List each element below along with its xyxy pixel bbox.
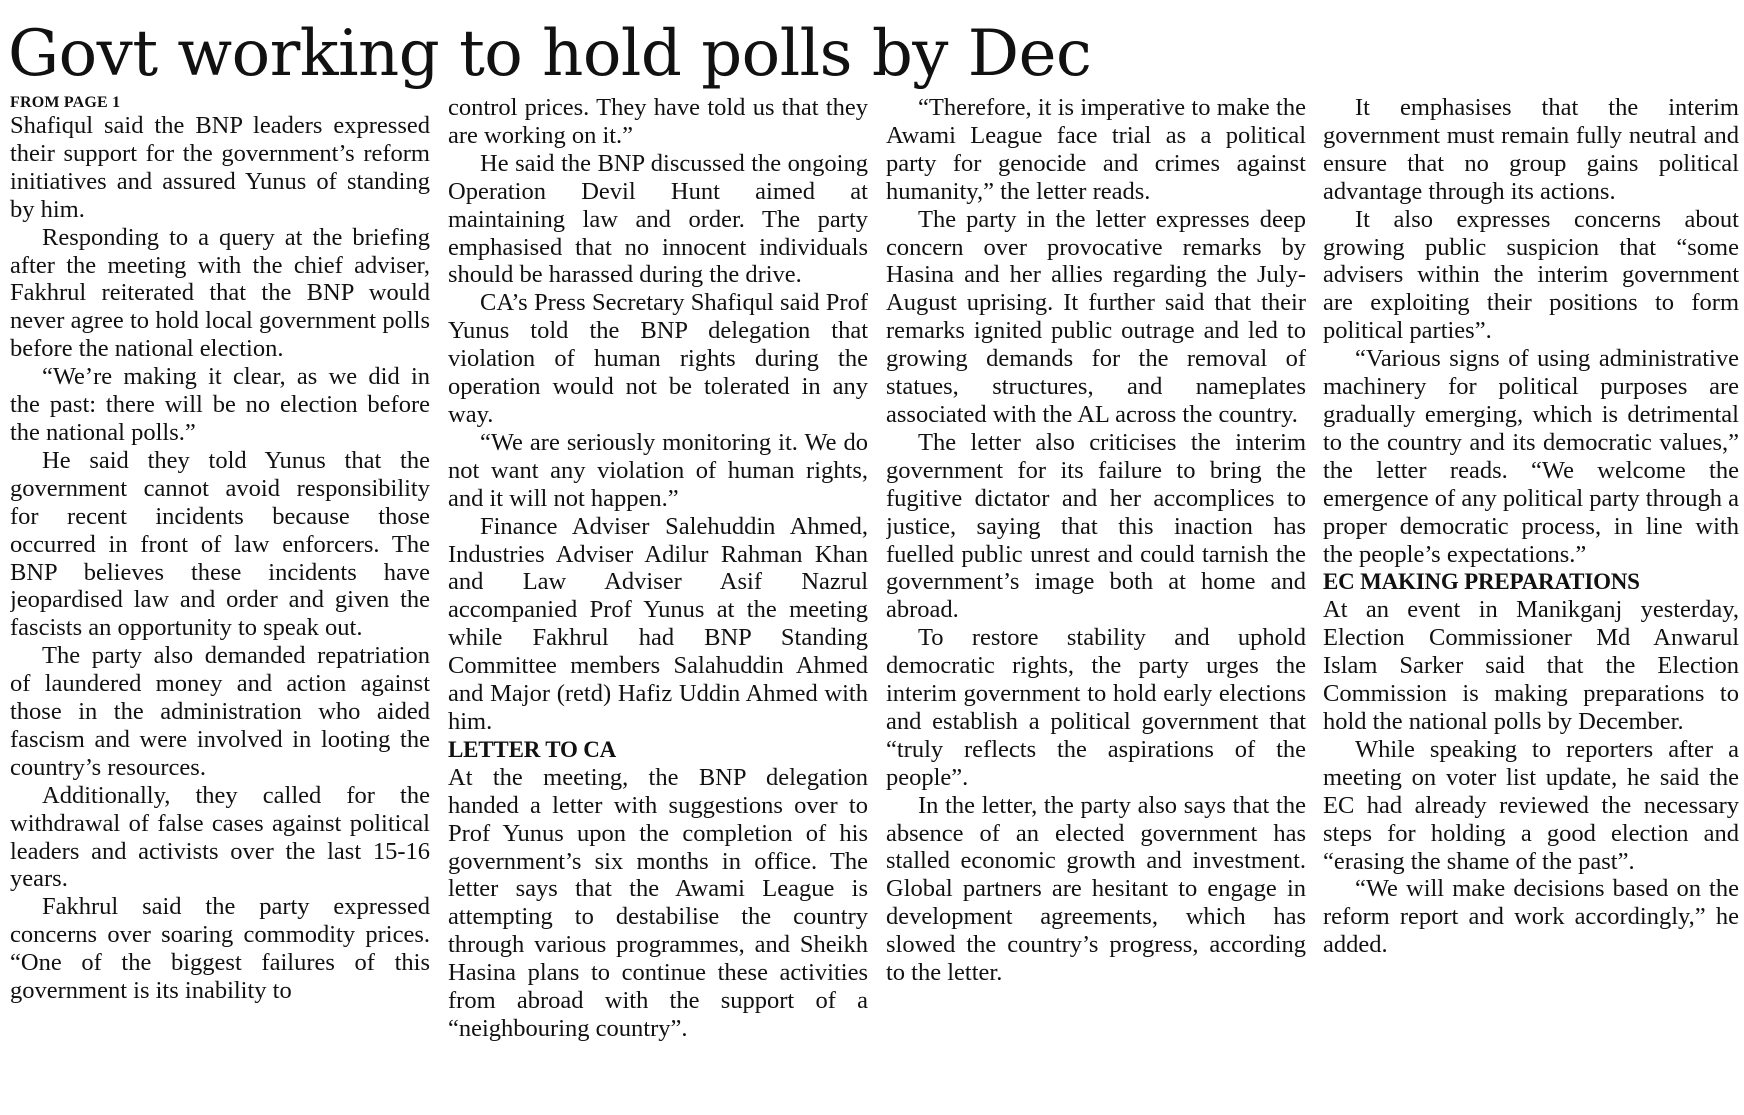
paragraph: It also expresses concerns about growing public suspicion that “some advisers within the interim government are exploiting their positions to form political parties”.: [1323, 205, 1739, 345]
article-column-4: [1323, 94, 1739, 1104]
paragraph: At an event in Manikganj yesterday, Election Commissioner Md Anwarul Islam Sarker said that the Election Commission is making preparations to hold the national polls by December.: [1323, 596, 1739, 736]
paragraph: control prices. They have told us that they are working on it.”: [448, 94, 868, 149]
paragraph: He said they told Yunus that the government cannot avoid responsibility for recent incidents because those occurred in front of law enforcers. The BNP believes these incidents have jeopardised law and order and given the fascists an opportunity to speak out.: [10, 446, 430, 642]
subheading-letter-to-ca: LETTER TO CA: [448, 736, 617, 762]
paragraph: “Various signs of using administrative machinery for political purposes are gradually emerging, which is detrimental to the country and its democratic values,” the letter reads. “We welcome the emergence of any political party through a proper democratic process, in line with the people’s expectations.”: [1323, 345, 1739, 568]
article-column-2: [448, 94, 868, 1104]
paragraph: While speaking to reporters after a meeting on voter list update, he said the EC had already reviewed the necessary steps for holding a good election and “erasing the shame of the past”.: [1323, 735, 1739, 875]
paragraph: The party also demanded repatriation of laundered money and action against those in the administration who aided fascism and were involved in looting the country’s resources.: [10, 642, 430, 781]
paragraph: “We will make decisions based on the reform report and work accordingly,” he added.: [1323, 875, 1739, 959]
paragraph: In the letter, the party also says that the absence of an elected government has stalled economic growth and investment. Global partners are hesitant to engage in development agreements, which has slowed the country’s progress, according to the letter.: [886, 791, 1306, 987]
paragraph: CA’s Press Secretary Shafiqul said Prof Yunus told the BNP delegation that violation of human rights during the operation would not be tolerated in any way.: [448, 289, 868, 428]
paragraph: The party in the letter expresses deep concern over provocative remarks by Hasina and her allies regarding the July-August uprising. It further said that their remarks ignited public outrage and led to growing demands for the removal of statues, structures, and nameplates associated with the AL across the country.: [886, 205, 1306, 428]
paragraph: The letter also criticises the interim government for its failure to bring the fugitive dictator and her accomplices to justice, saying that this inaction has fuelled public unrest and could tarnish the government’s image both at home and abroad.: [886, 428, 1306, 624]
paragraph: Additionally, they called for the withdrawal of false cases against political leaders and activists over the last 15-16 years.: [10, 781, 430, 893]
article-column-3: [886, 94, 1306, 1104]
paragraph: Shafiqul said the BNP leaders expressed their support for the government’s reform initiatives and assured Yunus of standing by him.: [10, 112, 430, 223]
article-column-1: [10, 94, 430, 1104]
paragraph: “We are seriously monitoring it. We do not want any violation of human rights, and it will not happen.”: [448, 428, 868, 512]
paragraph: It emphasises that the interim government must remain fully neutral and ensure that no group gains political advantage through its actions.: [1323, 94, 1739, 205]
paragraph: Responding to a query at the briefing after the meeting with the chief adviser, Fakhrul reiterated that the BNP would never agree to hold local government polls before the national election.: [10, 223, 430, 363]
paragraph: He said the BNP discussed the ongoing Operation Devil Hunt aimed at maintaining law and order. The party emphasised that no innocent individuals should be harassed during the drive.: [448, 149, 868, 289]
kicker-from-page-1: FROM PAGE 1: [10, 94, 121, 111]
paragraph: To restore stability and uphold democratic rights, the party urges the interim government to hold early elections and establish a political government that “truly reflects the aspirations of the people”.: [886, 624, 1306, 791]
headline: Govt working to hold polls by Dec: [8, 17, 1092, 91]
subheading-ec-making-preparations: EC MAKING PREPARATIONS: [1323, 569, 1640, 595]
paragraph: At the meeting, the BNP delegation handed a letter with suggestions over to Prof Yunus upon the completion of his government’s six months in office. The letter says that the Awami League is attempting to destabilise the country through various programmes, and Sheikh Hasina plans to continue these activities from abroad with the support of a “neighbouring country”.: [448, 763, 868, 1042]
paragraph: “Therefore, it is imperative to make the Awami League face trial as a political party for genocide and crimes against humanity,” the letter reads.: [886, 94, 1306, 205]
paragraph: “We’re making it clear, as we did in the past: there will be no election before the national polls.”: [10, 363, 430, 446]
paragraph: Fakhrul said the party expressed concerns over soaring commodity prices. “One of the biggest failures of this government is its inability to: [10, 893, 430, 1005]
paragraph: Finance Adviser Salehuddin Ahmed, Industries Adviser Adilur Rahman Khan and Law Adviser Asif Nazrul accompanied Prof Yunus at the meeting while Fakhrul had BNP Standing Committee members Salahuddin Ahmed and Major (retd) Hafiz Uddin Ahmed with him.: [448, 512, 868, 735]
